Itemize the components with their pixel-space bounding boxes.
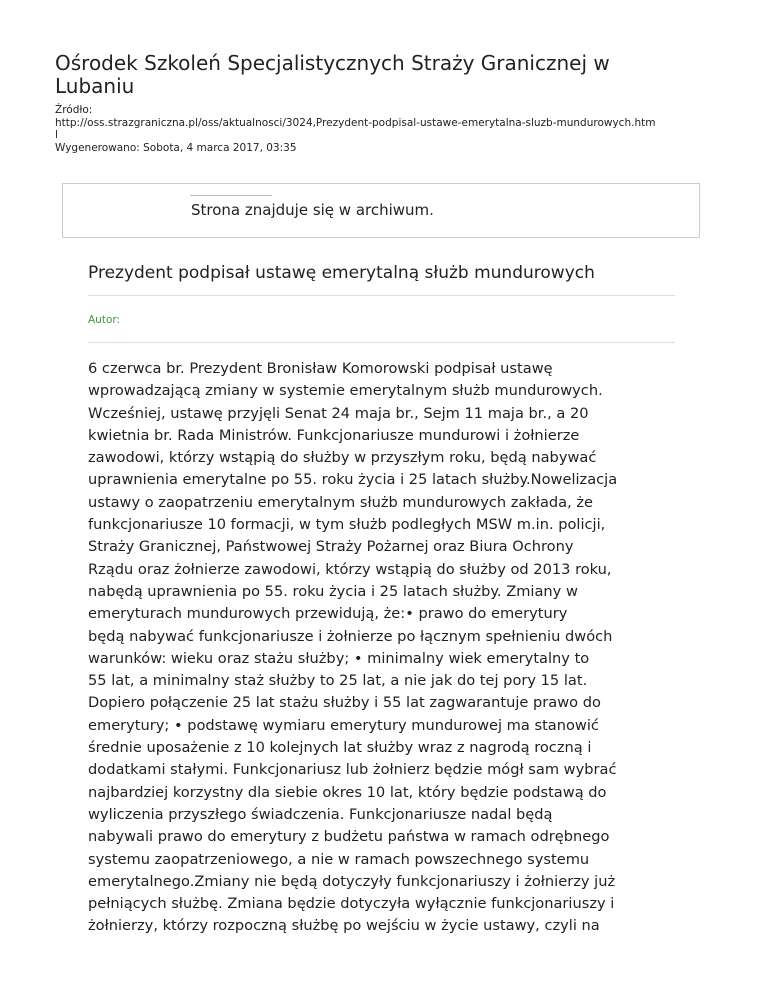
site-title: Ośrodek Szkoleń Specjalistycznych Straży Granicznej w Lubaniu (55, 51, 610, 98)
article-body-line: zawodowi, którzy wstąpią do służby w przyszłym roku, będą nabywać (88, 449, 597, 467)
article-body-line: żołnierzy, którzy rozpoczną służbę po wejściu w życie ustawy, czyli na (88, 917, 600, 935)
article-body-line: Wcześniej, ustawę przyjęli Senat 24 maja br., Sejm 11 maja br., a 20 (88, 404, 589, 422)
article-body-line: najbardziej korzystny dla siebie okres 10 lat, który będzie podstawą do (88, 783, 607, 801)
article-body-line: systemu zaopatrzeniowego, a nie w ramach powszechnego systemu (88, 850, 590, 868)
article-body-line: nabywali prawo do emerytury z budżetu państwa w ramach odrębnego (88, 828, 610, 846)
article-body-line: wprowadzającą zmiany w systemie emerytalnym służb mundurowych. (88, 382, 603, 400)
article-body-line: emeryturach mundurowych przewidują, że:• prawo do emerytury (88, 605, 568, 623)
title-divider (88, 295, 675, 296)
article-body (88, 358, 688, 938)
article-body-line: nabędą uprawnienia po 55. roku życia i 25 latach służby. Zmiany w (88, 582, 578, 600)
article-body-line: pełniących służbę. Zmiana będzie dotyczyła wyłącznie funkcjonariuszy i (88, 895, 615, 913)
article-body-line: Rządu oraz żołnierze zawodowi, którzy wstąpią do służby od 2013 roku, (88, 560, 612, 578)
article-body-line: 55 lat, a minimalny staż służby to 25 lat, a nie jak do tej pory 15 lat. (88, 672, 588, 690)
article-body-line: średnie uposażenie z 10 kolejnych lat służby wraz z nagrodą roczną i (88, 739, 592, 757)
article-body-line: dodatkami stałymi. Funkcjonariusz lub żołnierz będzie mógł sam wybrać (88, 761, 617, 779)
article-body-line: wyliczenia przyszłego świadczenia. Funkcjonariusze nadal będą (88, 805, 553, 823)
archive-notice-box (62, 183, 700, 238)
article-title: Prezydent podpisał ustawę emerytalną służb mundurowych (88, 263, 595, 283)
archive-divider (190, 195, 272, 196)
article-body-line: będą nabywać funkcjonariusze i żołnierze po łącznym spełnieniu dwóch (88, 627, 613, 645)
article-body-line: uprawnienia emerytalne po 55. roku życia i 25 latach służby.Nowelizacja (88, 471, 618, 489)
article-body-line: emerytalnego.Zmiany nie będą dotyczyły funkcjonariuszy i żołnierzy już (88, 872, 616, 890)
article-body-line: warunków: wieku oraz stażu służby; • minimalny wiek emerytalny to (88, 649, 590, 667)
article-body-line: ustawy o zaopatrzeniu emerytalnym służb mundurowych zakłada, że (88, 493, 594, 511)
article-body-line: Dopiero połączenie 25 lat stażu służby i 55 lat zagwarantuje prawo do (88, 694, 601, 712)
archive-notice-text: Strona znajduje się w archiwum. (191, 201, 434, 219)
source-url: http://oss.strazgraniczna.pl/oss/aktualnosci/3024,Prezydent-podpisal-ustawe-emerytalna-sluzb-mundurowych.htm (55, 116, 656, 129)
source-label: Źródło: (55, 104, 93, 116)
article-body-line: 6 czerwca br. Prezydent Bronisław Komorowski podpisał ustawę (88, 360, 553, 377)
source-url-continued: l (55, 129, 58, 141)
article-body-line: kwietnia br. Rada Ministrów. Funkcjonariusze mundurowi i żołnierze (88, 426, 580, 444)
author-label: Autor: (88, 314, 121, 326)
article-body-line: emerytury; • podstawę wymiaru emerytury mundurowej ma stanowić (88, 716, 599, 734)
document-meta (55, 104, 720, 154)
generated-date: Wygenerowano: Sobota, 4 marca 2017, 03:35 (55, 141, 297, 154)
article-body-line: funkcjonariusze 10 formacji, w tym służb podległych MSW m.in. policji, (88, 516, 606, 534)
author-divider (88, 342, 675, 343)
article-body-line: Straży Granicznej, Państwowej Straży Pożarnej oraz Biura Ochrony (88, 538, 574, 556)
